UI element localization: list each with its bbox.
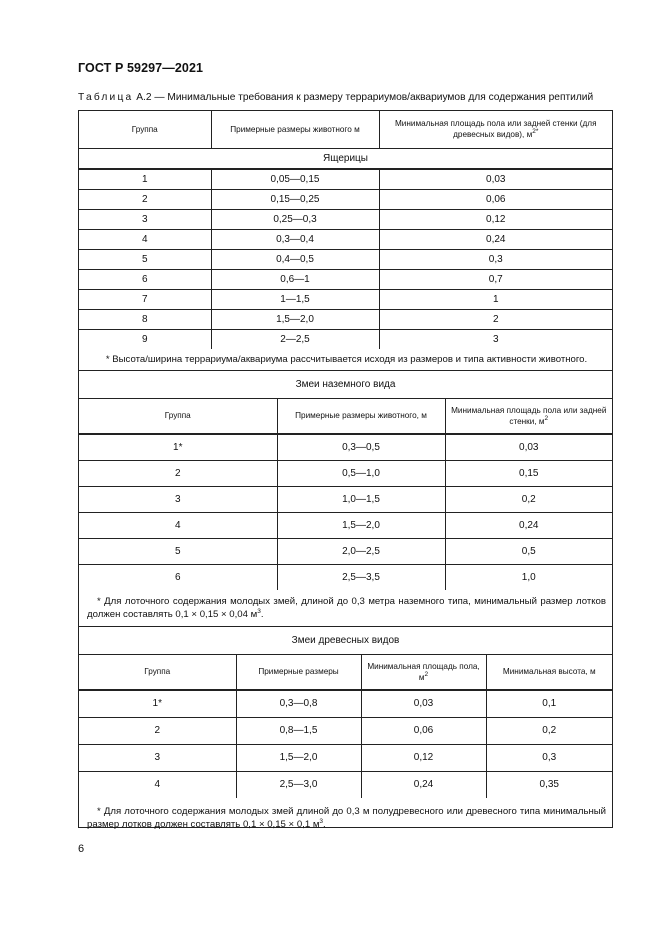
table-cell: 3 (79, 744, 236, 771)
ground-snakes-rows (79, 434, 612, 590)
table-cell: 0,12 (379, 209, 612, 229)
table-row (79, 690, 612, 717)
page-number: 6 (78, 843, 85, 855)
tree-snakes-header-row (79, 654, 612, 690)
table-cell: 2 (79, 189, 211, 209)
table-cell: 8 (79, 309, 211, 329)
table-cell: 0,5—1,0 (277, 460, 445, 486)
table-cell: 1* (79, 690, 236, 717)
table-cell: 1 (379, 289, 612, 309)
header-size: Примерные размеры (236, 654, 361, 690)
lizards-table (79, 111, 612, 370)
footnote-row (79, 590, 612, 626)
requirements-table (78, 110, 613, 828)
header-height: Минимальная высота, м (486, 654, 612, 690)
table-cell: 2 (379, 309, 612, 329)
table-cell: 1 (79, 169, 211, 189)
table-cell: 1,5—2,0 (236, 744, 361, 771)
table-row (79, 289, 612, 309)
table-cell: 0,2 (445, 486, 612, 512)
table-cell: 4 (79, 771, 236, 798)
table-cell: 0,03 (361, 690, 486, 717)
lizards-rows (79, 169, 612, 349)
section-title-row (79, 627, 612, 654)
table-cell: 1,5—2,0 (277, 512, 445, 538)
table-cell: 0,35 (486, 771, 612, 798)
table-cell: 3 (79, 486, 277, 512)
table-cell: 6 (79, 269, 211, 289)
table-cell: 9 (79, 329, 211, 349)
table-cell: 0,25—0,3 (211, 209, 379, 229)
caption-number: А.2 (136, 92, 152, 103)
table-cell: 4 (79, 229, 211, 249)
table-row (79, 434, 612, 460)
table-cell: 0,12 (361, 744, 486, 771)
table-cell: 0,3—0,5 (277, 434, 445, 460)
footnote-row (79, 349, 612, 370)
ground-snakes-section (79, 370, 612, 626)
table-cell: 5 (79, 538, 277, 564)
header-size: Примерные размеры животного, м (277, 398, 445, 434)
table-cell: 0,7 (379, 269, 612, 289)
table-cell: 0,5 (445, 538, 612, 564)
table-cell: 0,05—0,15 (211, 169, 379, 189)
table-row (79, 249, 612, 269)
table-cell: 2,5—3,5 (277, 564, 445, 590)
table-row (79, 269, 612, 289)
table-caption (78, 92, 593, 103)
ground-snakes-table (79, 371, 612, 626)
header-area: Минимальная площадь пола или задней стенки (для древесных видов), $м^{2*}$ (379, 111, 612, 148)
table-cell: 0,24 (379, 229, 612, 249)
table-cell: 1,0 (445, 564, 612, 590)
table-cell: 0,24 (445, 512, 612, 538)
table-cell: 0,03 (445, 434, 612, 460)
table-cell: 0,8—1,5 (236, 717, 361, 744)
table-row (79, 189, 612, 209)
section-title: Змеи древесных видов (79, 627, 612, 654)
table-cell: 0,06 (361, 717, 486, 744)
table-row (79, 169, 612, 189)
table-cell: 2 (79, 717, 236, 744)
table-cell: 0,4—0,5 (211, 249, 379, 269)
caption-title: — Минимальные требования к размеру террариумов/аквариумов для содержания рептилий (154, 92, 594, 103)
section-title: Ящерицы (79, 148, 612, 169)
table-cell: 0,15—0,25 (211, 189, 379, 209)
lizards-section (79, 111, 612, 370)
table-cell: 6 (79, 564, 277, 590)
header-size: Примерные размеры животного м (211, 111, 379, 148)
table-cell: 2—2,5 (211, 329, 379, 349)
table-row (79, 486, 612, 512)
header-group: Группа (79, 398, 277, 434)
table-row (79, 744, 612, 771)
table-row (79, 717, 612, 744)
header-area: Минимальная площадь пола или задней стенки, $м^2$ (445, 398, 612, 434)
table-row (79, 538, 612, 564)
table-cell: 0,03 (379, 169, 612, 189)
table-cell: 3 (79, 209, 211, 229)
table-cell: 0,3—0,4 (211, 229, 379, 249)
table-cell: 1* (79, 434, 277, 460)
table-cell: 4 (79, 512, 277, 538)
table-row (79, 771, 612, 798)
table-cell: 2 (79, 460, 277, 486)
table-row (79, 229, 612, 249)
table-cell: 0,06 (379, 189, 612, 209)
lizards-header-row (79, 111, 612, 148)
table-row (79, 329, 612, 349)
header-group: Группа (79, 111, 211, 148)
table-row (79, 564, 612, 590)
table-row (79, 460, 612, 486)
ground-snakes-header-row (79, 398, 612, 434)
table-cell: 0,24 (361, 771, 486, 798)
footnote-row (79, 798, 612, 837)
section-title: Змеи наземного вида (79, 371, 612, 398)
ground-snakes-footnote: * Для лоточного содержания молодых змей, длиной до 0,3 метра наземного типа, минимальный размер лотков должен составлять 0,1 × 0,15 × 0,04 $м^3$. (87, 596, 606, 620)
table-cell: 2,0—2,5 (277, 538, 445, 564)
table-cell: 0,1 (486, 690, 612, 717)
table-row (79, 309, 612, 329)
table-cell: 3 (379, 329, 612, 349)
table-cell: 0,6—1 (211, 269, 379, 289)
table-cell: 2,5—3,0 (236, 771, 361, 798)
table-cell: 0,3 (486, 744, 612, 771)
table-cell: 0,2 (486, 717, 612, 744)
table-cell: 0,15 (445, 460, 612, 486)
tree-snakes-footnote: * Для лоточного содержания молодых змей длиной до 0,3 м полудревесного или древесного типа минимальный размер лотков должен составлять 0,1 × 0,15 × 0,1 $м^3$. (87, 805, 606, 830)
header-group: Группа (79, 654, 236, 690)
lizards-footnote: * Высота/ширина террариума/аквариума рассчитывается исходя из размеров и типа активности животного. (105, 354, 588, 365)
table-cell: 1,5—2,0 (211, 309, 379, 329)
section-title-row (79, 371, 612, 398)
document-code: ГОСТ Р 59297—2021 (78, 61, 204, 75)
table-cell: 1,0—1,5 (277, 486, 445, 512)
table-cell: 0,3 (379, 249, 612, 269)
tree-snakes-table (79, 627, 612, 837)
table-cell: 5 (79, 249, 211, 269)
caption-label: Таблица (78, 92, 134, 103)
header-area: Минимальная площадь пола, $м^2$ (361, 654, 486, 690)
tree-snakes-section (79, 626, 612, 837)
table-cell: 1—1,5 (211, 289, 379, 309)
section-title-row (79, 148, 612, 169)
table-row (79, 512, 612, 538)
table-cell: 0,3—0,8 (236, 690, 361, 717)
tree-snakes-rows (79, 690, 612, 798)
table-cell: 7 (79, 289, 211, 309)
table-row (79, 209, 612, 229)
